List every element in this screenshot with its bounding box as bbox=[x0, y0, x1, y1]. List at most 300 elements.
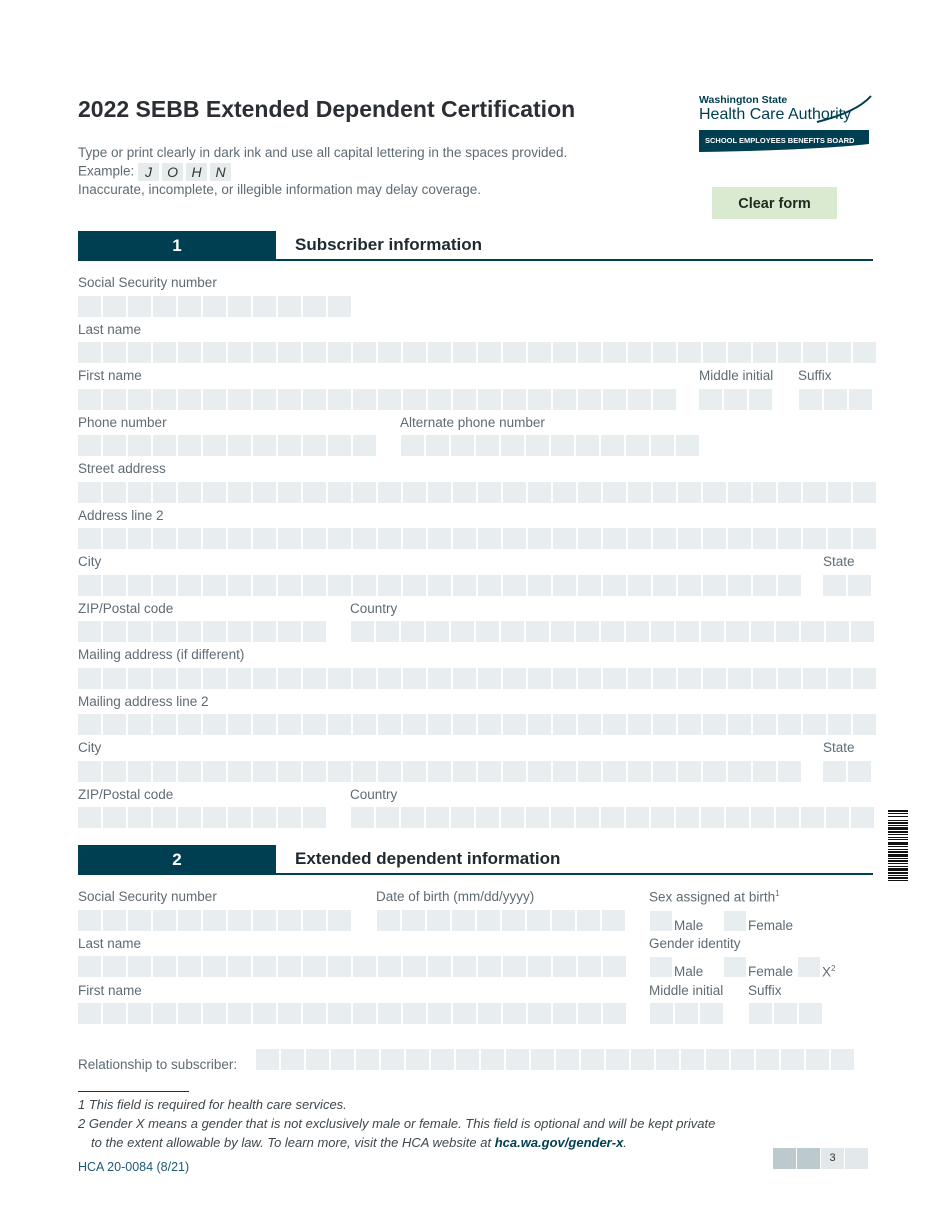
char-cell[interactable] bbox=[103, 910, 126, 931]
char-cell[interactable] bbox=[578, 761, 601, 782]
char-cell[interactable] bbox=[403, 668, 426, 689]
char-cell[interactable] bbox=[551, 807, 574, 828]
char-cell[interactable] bbox=[703, 528, 726, 549]
char-cell[interactable] bbox=[453, 342, 476, 363]
char-cell[interactable] bbox=[603, 1003, 626, 1024]
char-cell[interactable] bbox=[553, 342, 576, 363]
char-cell[interactable] bbox=[306, 1049, 329, 1070]
char-cell[interactable] bbox=[653, 528, 676, 549]
char-cell[interactable] bbox=[426, 435, 449, 456]
char-cell[interactable] bbox=[453, 389, 476, 410]
char-cell[interactable] bbox=[328, 575, 351, 596]
char-cell[interactable] bbox=[378, 761, 401, 782]
char-cell[interactable] bbox=[503, 389, 526, 410]
char-cell[interactable] bbox=[153, 482, 176, 503]
char-cell[interactable] bbox=[553, 761, 576, 782]
middle-initial-input[interactable] bbox=[699, 389, 774, 410]
char-cell[interactable] bbox=[831, 1049, 854, 1070]
char-cell[interactable] bbox=[178, 1003, 201, 1024]
char-cell[interactable] bbox=[578, 714, 601, 735]
char-cell[interactable] bbox=[728, 482, 751, 503]
char-cell[interactable] bbox=[328, 528, 351, 549]
char-cell[interactable] bbox=[153, 910, 176, 931]
char-cell[interactable] bbox=[328, 342, 351, 363]
char-cell[interactable] bbox=[853, 528, 876, 549]
char-cell[interactable] bbox=[428, 956, 451, 977]
char-cell[interactable] bbox=[203, 807, 226, 828]
char-cell[interactable] bbox=[376, 621, 399, 642]
char-cell[interactable] bbox=[478, 575, 501, 596]
char-cell[interactable] bbox=[828, 528, 851, 549]
char-cell[interactable] bbox=[603, 389, 626, 410]
char-cell[interactable] bbox=[751, 807, 774, 828]
char-cell[interactable] bbox=[328, 910, 351, 931]
char-cell[interactable] bbox=[178, 342, 201, 363]
char-cell[interactable] bbox=[178, 807, 201, 828]
char-cell[interactable] bbox=[453, 482, 476, 503]
char-cell[interactable] bbox=[378, 528, 401, 549]
char-cell[interactable] bbox=[701, 807, 724, 828]
char-cell[interactable] bbox=[501, 435, 524, 456]
char-cell[interactable] bbox=[603, 342, 626, 363]
dep-first-name-input[interactable] bbox=[78, 1003, 628, 1024]
char-cell[interactable] bbox=[128, 668, 151, 689]
char-cell[interactable] bbox=[676, 435, 699, 456]
char-cell[interactable] bbox=[228, 482, 251, 503]
char-cell[interactable] bbox=[703, 575, 726, 596]
char-cell[interactable] bbox=[351, 621, 374, 642]
char-cell[interactable] bbox=[826, 621, 849, 642]
char-cell[interactable] bbox=[253, 342, 276, 363]
char-cell[interactable] bbox=[478, 1003, 501, 1024]
char-cell[interactable] bbox=[228, 296, 251, 317]
char-cell[interactable] bbox=[353, 668, 376, 689]
char-cell[interactable] bbox=[478, 528, 501, 549]
country-input[interactable] bbox=[351, 621, 876, 642]
char-cell[interactable] bbox=[428, 342, 451, 363]
char-cell[interactable] bbox=[128, 435, 151, 456]
char-cell[interactable] bbox=[731, 1049, 754, 1070]
char-cell[interactable] bbox=[803, 482, 826, 503]
char-cell[interactable] bbox=[356, 1049, 379, 1070]
char-cell[interactable] bbox=[128, 714, 151, 735]
char-cell[interactable] bbox=[178, 575, 201, 596]
char-cell[interactable] bbox=[228, 389, 251, 410]
char-cell[interactable] bbox=[703, 668, 726, 689]
char-cell[interactable] bbox=[753, 482, 776, 503]
char-cell[interactable] bbox=[153, 668, 176, 689]
char-cell[interactable] bbox=[128, 482, 151, 503]
char-cell[interactable] bbox=[653, 761, 676, 782]
char-cell[interactable] bbox=[556, 1049, 579, 1070]
char-cell[interactable] bbox=[753, 342, 776, 363]
char-cell[interactable] bbox=[303, 528, 326, 549]
char-cell[interactable] bbox=[428, 482, 451, 503]
char-cell[interactable] bbox=[476, 435, 499, 456]
char-cell[interactable] bbox=[453, 714, 476, 735]
phone-input[interactable] bbox=[78, 435, 378, 456]
mailing-input[interactable] bbox=[78, 668, 878, 689]
char-cell[interactable] bbox=[700, 1003, 723, 1024]
char-cell[interactable] bbox=[203, 761, 226, 782]
char-cell[interactable] bbox=[501, 621, 524, 642]
char-cell[interactable] bbox=[378, 956, 401, 977]
char-cell[interactable] bbox=[153, 296, 176, 317]
char-cell[interactable] bbox=[478, 668, 501, 689]
char-cell[interactable] bbox=[353, 714, 376, 735]
char-cell[interactable] bbox=[703, 342, 726, 363]
char-cell[interactable] bbox=[631, 1049, 654, 1070]
char-cell[interactable] bbox=[828, 342, 851, 363]
first-name-input[interactable] bbox=[78, 389, 678, 410]
char-cell[interactable] bbox=[728, 342, 751, 363]
char-cell[interactable] bbox=[178, 761, 201, 782]
char-cell[interactable] bbox=[278, 389, 301, 410]
address2-input[interactable] bbox=[78, 528, 878, 549]
char-cell[interactable] bbox=[503, 761, 526, 782]
char-cell[interactable] bbox=[401, 435, 424, 456]
char-cell[interactable] bbox=[78, 435, 101, 456]
zip2-input[interactable] bbox=[78, 807, 328, 828]
char-cell[interactable] bbox=[253, 668, 276, 689]
char-cell[interactable] bbox=[553, 668, 576, 689]
char-cell[interactable] bbox=[428, 575, 451, 596]
char-cell[interactable] bbox=[653, 342, 676, 363]
char-cell[interactable] bbox=[451, 807, 474, 828]
char-cell[interactable] bbox=[153, 528, 176, 549]
char-cell[interactable] bbox=[403, 714, 426, 735]
char-cell[interactable] bbox=[228, 668, 251, 689]
char-cell[interactable] bbox=[778, 668, 801, 689]
char-cell[interactable] bbox=[728, 761, 751, 782]
char-cell[interactable] bbox=[281, 1049, 304, 1070]
char-cell[interactable] bbox=[78, 528, 101, 549]
char-cell[interactable] bbox=[228, 956, 251, 977]
char-cell[interactable] bbox=[553, 956, 576, 977]
char-cell[interactable] bbox=[403, 342, 426, 363]
char-cell[interactable] bbox=[128, 389, 151, 410]
char-cell[interactable] bbox=[381, 1049, 404, 1070]
char-cell[interactable] bbox=[303, 714, 326, 735]
char-cell[interactable] bbox=[503, 714, 526, 735]
char-cell[interactable] bbox=[848, 575, 871, 596]
char-cell[interactable] bbox=[303, 389, 326, 410]
char-cell[interactable] bbox=[753, 714, 776, 735]
city2-input[interactable] bbox=[78, 761, 803, 782]
char-cell[interactable] bbox=[128, 910, 151, 931]
char-cell[interactable] bbox=[526, 621, 549, 642]
street-input[interactable] bbox=[78, 482, 878, 503]
char-cell[interactable] bbox=[128, 528, 151, 549]
char-cell[interactable] bbox=[478, 956, 501, 977]
char-cell[interactable] bbox=[178, 714, 201, 735]
char-cell[interactable] bbox=[756, 1049, 779, 1070]
char-cell[interactable] bbox=[603, 956, 626, 977]
char-cell[interactable] bbox=[203, 910, 226, 931]
char-cell[interactable] bbox=[676, 621, 699, 642]
char-cell[interactable] bbox=[602, 910, 625, 931]
char-cell[interactable] bbox=[578, 956, 601, 977]
char-cell[interactable] bbox=[528, 761, 551, 782]
char-cell[interactable] bbox=[503, 528, 526, 549]
char-cell[interactable] bbox=[781, 1049, 804, 1070]
char-cell[interactable] bbox=[603, 668, 626, 689]
char-cell[interactable] bbox=[678, 482, 701, 503]
char-cell[interactable] bbox=[528, 1003, 551, 1024]
zip-input[interactable] bbox=[78, 621, 328, 642]
char-cell[interactable] bbox=[78, 1003, 101, 1024]
alt-phone-input[interactable] bbox=[401, 435, 701, 456]
char-cell[interactable] bbox=[78, 956, 101, 977]
char-cell[interactable] bbox=[728, 528, 751, 549]
char-cell[interactable] bbox=[78, 668, 101, 689]
char-cell[interactable] bbox=[724, 389, 747, 410]
char-cell[interactable] bbox=[128, 1003, 151, 1024]
char-cell[interactable] bbox=[353, 342, 376, 363]
char-cell[interactable] bbox=[801, 807, 824, 828]
char-cell[interactable] bbox=[703, 482, 726, 503]
char-cell[interactable] bbox=[576, 435, 599, 456]
char-cell[interactable] bbox=[853, 342, 876, 363]
char-cell[interactable] bbox=[653, 714, 676, 735]
char-cell[interactable] bbox=[706, 1049, 729, 1070]
char-cell[interactable] bbox=[452, 910, 475, 931]
sex-male-checkbox[interactable] bbox=[650, 911, 672, 931]
char-cell[interactable] bbox=[128, 761, 151, 782]
sex-female-checkbox[interactable] bbox=[724, 911, 746, 931]
char-cell[interactable] bbox=[478, 482, 501, 503]
char-cell[interactable] bbox=[253, 807, 276, 828]
dep-middle-initial-input[interactable] bbox=[650, 1003, 725, 1024]
char-cell[interactable] bbox=[153, 1003, 176, 1024]
char-cell[interactable] bbox=[353, 528, 376, 549]
char-cell[interactable] bbox=[528, 528, 551, 549]
char-cell[interactable] bbox=[678, 668, 701, 689]
char-cell[interactable] bbox=[728, 714, 751, 735]
char-cell[interactable] bbox=[303, 956, 326, 977]
city-input[interactable] bbox=[78, 575, 803, 596]
char-cell[interactable] bbox=[103, 956, 126, 977]
char-cell[interactable] bbox=[506, 1049, 529, 1070]
char-cell[interactable] bbox=[78, 621, 101, 642]
char-cell[interactable] bbox=[203, 714, 226, 735]
char-cell[interactable] bbox=[426, 621, 449, 642]
char-cell[interactable] bbox=[203, 528, 226, 549]
char-cell[interactable] bbox=[628, 528, 651, 549]
char-cell[interactable] bbox=[303, 575, 326, 596]
char-cell[interactable] bbox=[531, 1049, 554, 1070]
char-cell[interactable] bbox=[603, 528, 626, 549]
char-cell[interactable] bbox=[378, 342, 401, 363]
char-cell[interactable] bbox=[78, 389, 101, 410]
char-cell[interactable] bbox=[303, 807, 326, 828]
char-cell[interactable] bbox=[228, 528, 251, 549]
char-cell[interactable] bbox=[378, 389, 401, 410]
char-cell[interactable] bbox=[828, 668, 851, 689]
char-cell[interactable] bbox=[278, 482, 301, 503]
char-cell[interactable] bbox=[178, 296, 201, 317]
char-cell[interactable] bbox=[203, 575, 226, 596]
char-cell[interactable] bbox=[403, 389, 426, 410]
char-cell[interactable] bbox=[726, 807, 749, 828]
char-cell[interactable] bbox=[803, 342, 826, 363]
char-cell[interactable] bbox=[278, 668, 301, 689]
char-cell[interactable] bbox=[803, 528, 826, 549]
char-cell[interactable] bbox=[103, 435, 126, 456]
char-cell[interactable] bbox=[603, 714, 626, 735]
char-cell[interactable] bbox=[651, 435, 674, 456]
gi-male-checkbox[interactable] bbox=[650, 957, 672, 977]
char-cell[interactable] bbox=[303, 342, 326, 363]
char-cell[interactable] bbox=[456, 1049, 479, 1070]
char-cell[interactable] bbox=[178, 528, 201, 549]
char-cell[interactable] bbox=[503, 956, 526, 977]
char-cell[interactable] bbox=[351, 807, 374, 828]
char-cell[interactable] bbox=[603, 575, 626, 596]
char-cell[interactable] bbox=[578, 1003, 601, 1024]
char-cell[interactable] bbox=[153, 435, 176, 456]
char-cell[interactable] bbox=[578, 342, 601, 363]
char-cell[interactable] bbox=[681, 1049, 704, 1070]
char-cell[interactable] bbox=[278, 621, 301, 642]
char-cell[interactable] bbox=[228, 910, 251, 931]
char-cell[interactable] bbox=[803, 668, 826, 689]
char-cell[interactable] bbox=[578, 668, 601, 689]
char-cell[interactable] bbox=[678, 714, 701, 735]
char-cell[interactable] bbox=[678, 761, 701, 782]
char-cell[interactable] bbox=[578, 482, 601, 503]
char-cell[interactable] bbox=[656, 1049, 679, 1070]
char-cell[interactable] bbox=[428, 389, 451, 410]
char-cell[interactable] bbox=[553, 528, 576, 549]
char-cell[interactable] bbox=[253, 482, 276, 503]
char-cell[interactable] bbox=[228, 761, 251, 782]
char-cell[interactable] bbox=[728, 575, 751, 596]
char-cell[interactable] bbox=[576, 807, 599, 828]
char-cell[interactable] bbox=[328, 389, 351, 410]
char-cell[interactable] bbox=[353, 435, 376, 456]
char-cell[interactable] bbox=[853, 714, 876, 735]
char-cell[interactable] bbox=[178, 668, 201, 689]
char-cell[interactable] bbox=[428, 528, 451, 549]
char-cell[interactable] bbox=[678, 528, 701, 549]
char-cell[interactable] bbox=[153, 575, 176, 596]
char-cell[interactable] bbox=[653, 482, 676, 503]
char-cell[interactable] bbox=[78, 482, 101, 503]
char-cell[interactable] bbox=[203, 621, 226, 642]
char-cell[interactable] bbox=[453, 761, 476, 782]
char-cell[interactable] bbox=[228, 342, 251, 363]
char-cell[interactable] bbox=[253, 714, 276, 735]
char-cell[interactable] bbox=[303, 668, 326, 689]
char-cell[interactable] bbox=[848, 761, 871, 782]
char-cell[interactable] bbox=[328, 956, 351, 977]
char-cell[interactable] bbox=[328, 1003, 351, 1024]
char-cell[interactable] bbox=[703, 761, 726, 782]
char-cell[interactable] bbox=[776, 807, 799, 828]
char-cell[interactable] bbox=[451, 621, 474, 642]
char-cell[interactable] bbox=[651, 621, 674, 642]
char-cell[interactable] bbox=[331, 1049, 354, 1070]
ssn-input[interactable] bbox=[78, 296, 353, 317]
country2-input[interactable] bbox=[351, 807, 876, 828]
char-cell[interactable] bbox=[453, 528, 476, 549]
char-cell[interactable] bbox=[428, 1003, 451, 1024]
relationship-input[interactable] bbox=[256, 1049, 856, 1070]
char-cell[interactable] bbox=[553, 482, 576, 503]
char-cell[interactable] bbox=[278, 435, 301, 456]
char-cell[interactable] bbox=[526, 807, 549, 828]
char-cell[interactable] bbox=[403, 956, 426, 977]
char-cell[interactable] bbox=[426, 807, 449, 828]
char-cell[interactable] bbox=[278, 910, 301, 931]
char-cell[interactable] bbox=[128, 575, 151, 596]
char-cell[interactable] bbox=[503, 668, 526, 689]
char-cell[interactable] bbox=[601, 435, 624, 456]
char-cell[interactable] bbox=[78, 342, 101, 363]
char-cell[interactable] bbox=[103, 528, 126, 549]
char-cell[interactable] bbox=[103, 296, 126, 317]
char-cell[interactable] bbox=[403, 1003, 426, 1024]
char-cell[interactable] bbox=[128, 342, 151, 363]
char-cell[interactable] bbox=[328, 714, 351, 735]
char-cell[interactable] bbox=[428, 714, 451, 735]
char-cell[interactable] bbox=[603, 761, 626, 782]
char-cell[interactable] bbox=[528, 956, 551, 977]
char-cell[interactable] bbox=[477, 910, 500, 931]
char-cell[interactable] bbox=[103, 389, 126, 410]
mailing2-input[interactable] bbox=[78, 714, 878, 735]
char-cell[interactable] bbox=[278, 575, 301, 596]
char-cell[interactable] bbox=[678, 342, 701, 363]
char-cell[interactable] bbox=[403, 575, 426, 596]
char-cell[interactable] bbox=[303, 761, 326, 782]
char-cell[interactable] bbox=[453, 575, 476, 596]
gender-x-link[interactable]: hca.wa.gov/gender-x bbox=[494, 1135, 624, 1150]
char-cell[interactable] bbox=[278, 1003, 301, 1024]
char-cell[interactable] bbox=[801, 621, 824, 642]
char-cell[interactable] bbox=[476, 621, 499, 642]
char-cell[interactable] bbox=[178, 389, 201, 410]
char-cell[interactable] bbox=[153, 621, 176, 642]
char-cell[interactable] bbox=[128, 807, 151, 828]
char-cell[interactable] bbox=[402, 910, 425, 931]
dob-input[interactable] bbox=[377, 910, 627, 931]
char-cell[interactable] bbox=[628, 761, 651, 782]
char-cell[interactable] bbox=[501, 807, 524, 828]
char-cell[interactable] bbox=[377, 910, 400, 931]
char-cell[interactable] bbox=[128, 296, 151, 317]
char-cell[interactable] bbox=[203, 668, 226, 689]
char-cell[interactable] bbox=[178, 482, 201, 503]
char-cell[interactable] bbox=[303, 621, 326, 642]
char-cell[interactable] bbox=[699, 389, 722, 410]
char-cell[interactable] bbox=[503, 1003, 526, 1024]
char-cell[interactable] bbox=[353, 1003, 376, 1024]
char-cell[interactable] bbox=[753, 575, 776, 596]
char-cell[interactable] bbox=[853, 668, 876, 689]
char-cell[interactable] bbox=[453, 668, 476, 689]
char-cell[interactable] bbox=[553, 389, 576, 410]
char-cell[interactable] bbox=[178, 956, 201, 977]
char-cell[interactable] bbox=[828, 482, 851, 503]
char-cell[interactable] bbox=[378, 482, 401, 503]
char-cell[interactable] bbox=[628, 342, 651, 363]
char-cell[interactable] bbox=[478, 714, 501, 735]
char-cell[interactable] bbox=[228, 714, 251, 735]
char-cell[interactable] bbox=[406, 1049, 429, 1070]
char-cell[interactable] bbox=[526, 435, 549, 456]
